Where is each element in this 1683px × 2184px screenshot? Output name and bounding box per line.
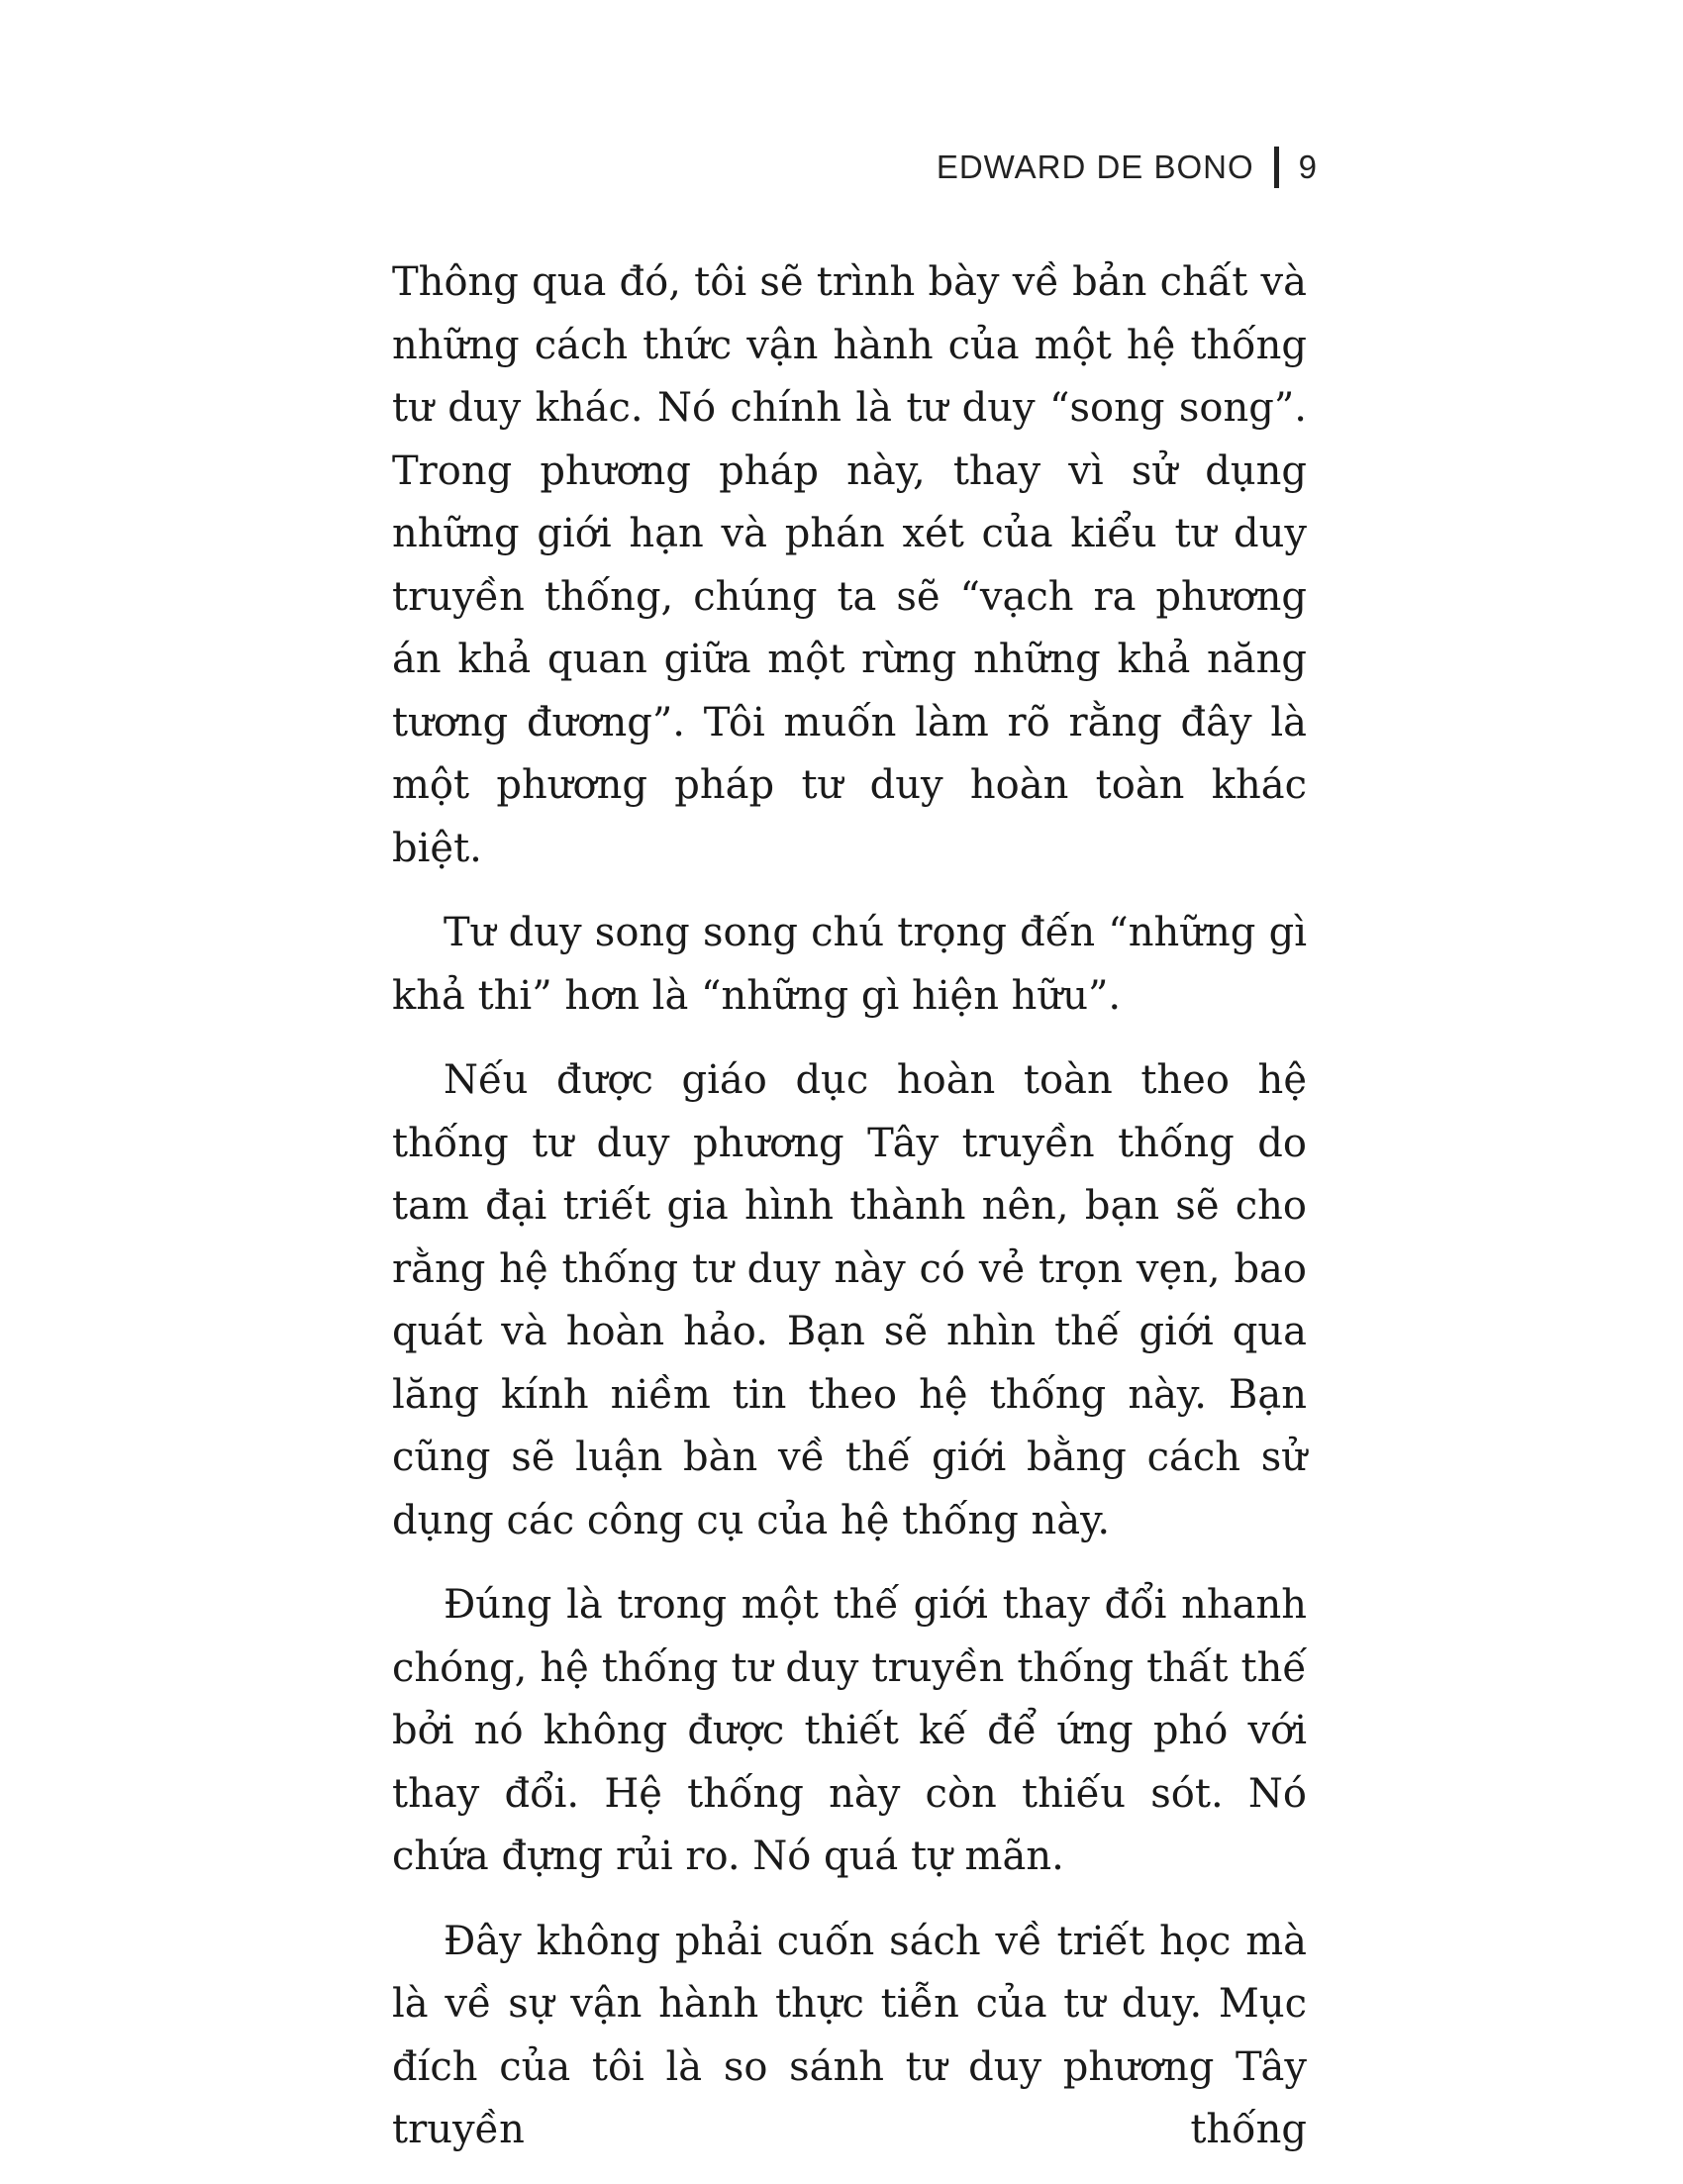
paragraph-2: Tư duy song song chú trọng đến “những gì khả thi” hơn là “những gì hiện hữu”. (392, 910, 1307, 1019)
paragraph-1: Thông qua đó, tôi sẽ trình bày về bản chất và những cách thức vận hành của một hệ thống tư duy khác. Nó chính là tư duy “song song”. Trong phương pháp này, thay vì sử dụng những giới hạn và phán xét của kiểu tư duy truyền thống, chúng ta sẽ “vạch ra phương án khả quan giữa một rừng những khả năng tương đương”. Tôi muốn làm rõ rằng đây là một phương pháp tư duy hoàn toàn khác biệt. (392, 259, 1307, 871)
paragraph-5: Đây không phải cuốn sách về triết học mà là về sự vận hành thực tiễn của tư duy. Mục đích của tôi là so sánh tư duy phương Tây truyền thống (392, 1918, 1307, 2152)
running-head-author: EDWARD DE BONO (936, 149, 1254, 185)
page-number: 9 (1298, 149, 1317, 185)
paragraph-3: Nếu được giáo dục hoàn toàn theo hệ thống tư duy phương Tây truyền thống do tam đại triết gia hình thành nên, bạn sẽ cho rằng hệ thống tư duy này có vẻ trọn vẹn, bao quát và hoàn hảo. Bạn sẽ nhìn thế giới qua lăng kính niềm tin theo hệ thống này. Bạn cũng sẽ luận bàn về thế giới bằng cách sử dụng các công cụ của hệ thống này. (392, 1057, 1307, 1543)
running-head (937, 147, 1317, 188)
body-text (392, 251, 1307, 2184)
running-head-divider (1274, 147, 1279, 188)
paragraph-4: Đúng là trong một thế giới thay đổi nhanh chóng, hệ thống tư duy truyền thống thất thế bởi nó không được thiết kế để ứng phó với thay đổi. Hệ thống này còn thiếu sót. Nó chứa đựng rủi ro. Nó quá tự mãn. (392, 1582, 1307, 1879)
